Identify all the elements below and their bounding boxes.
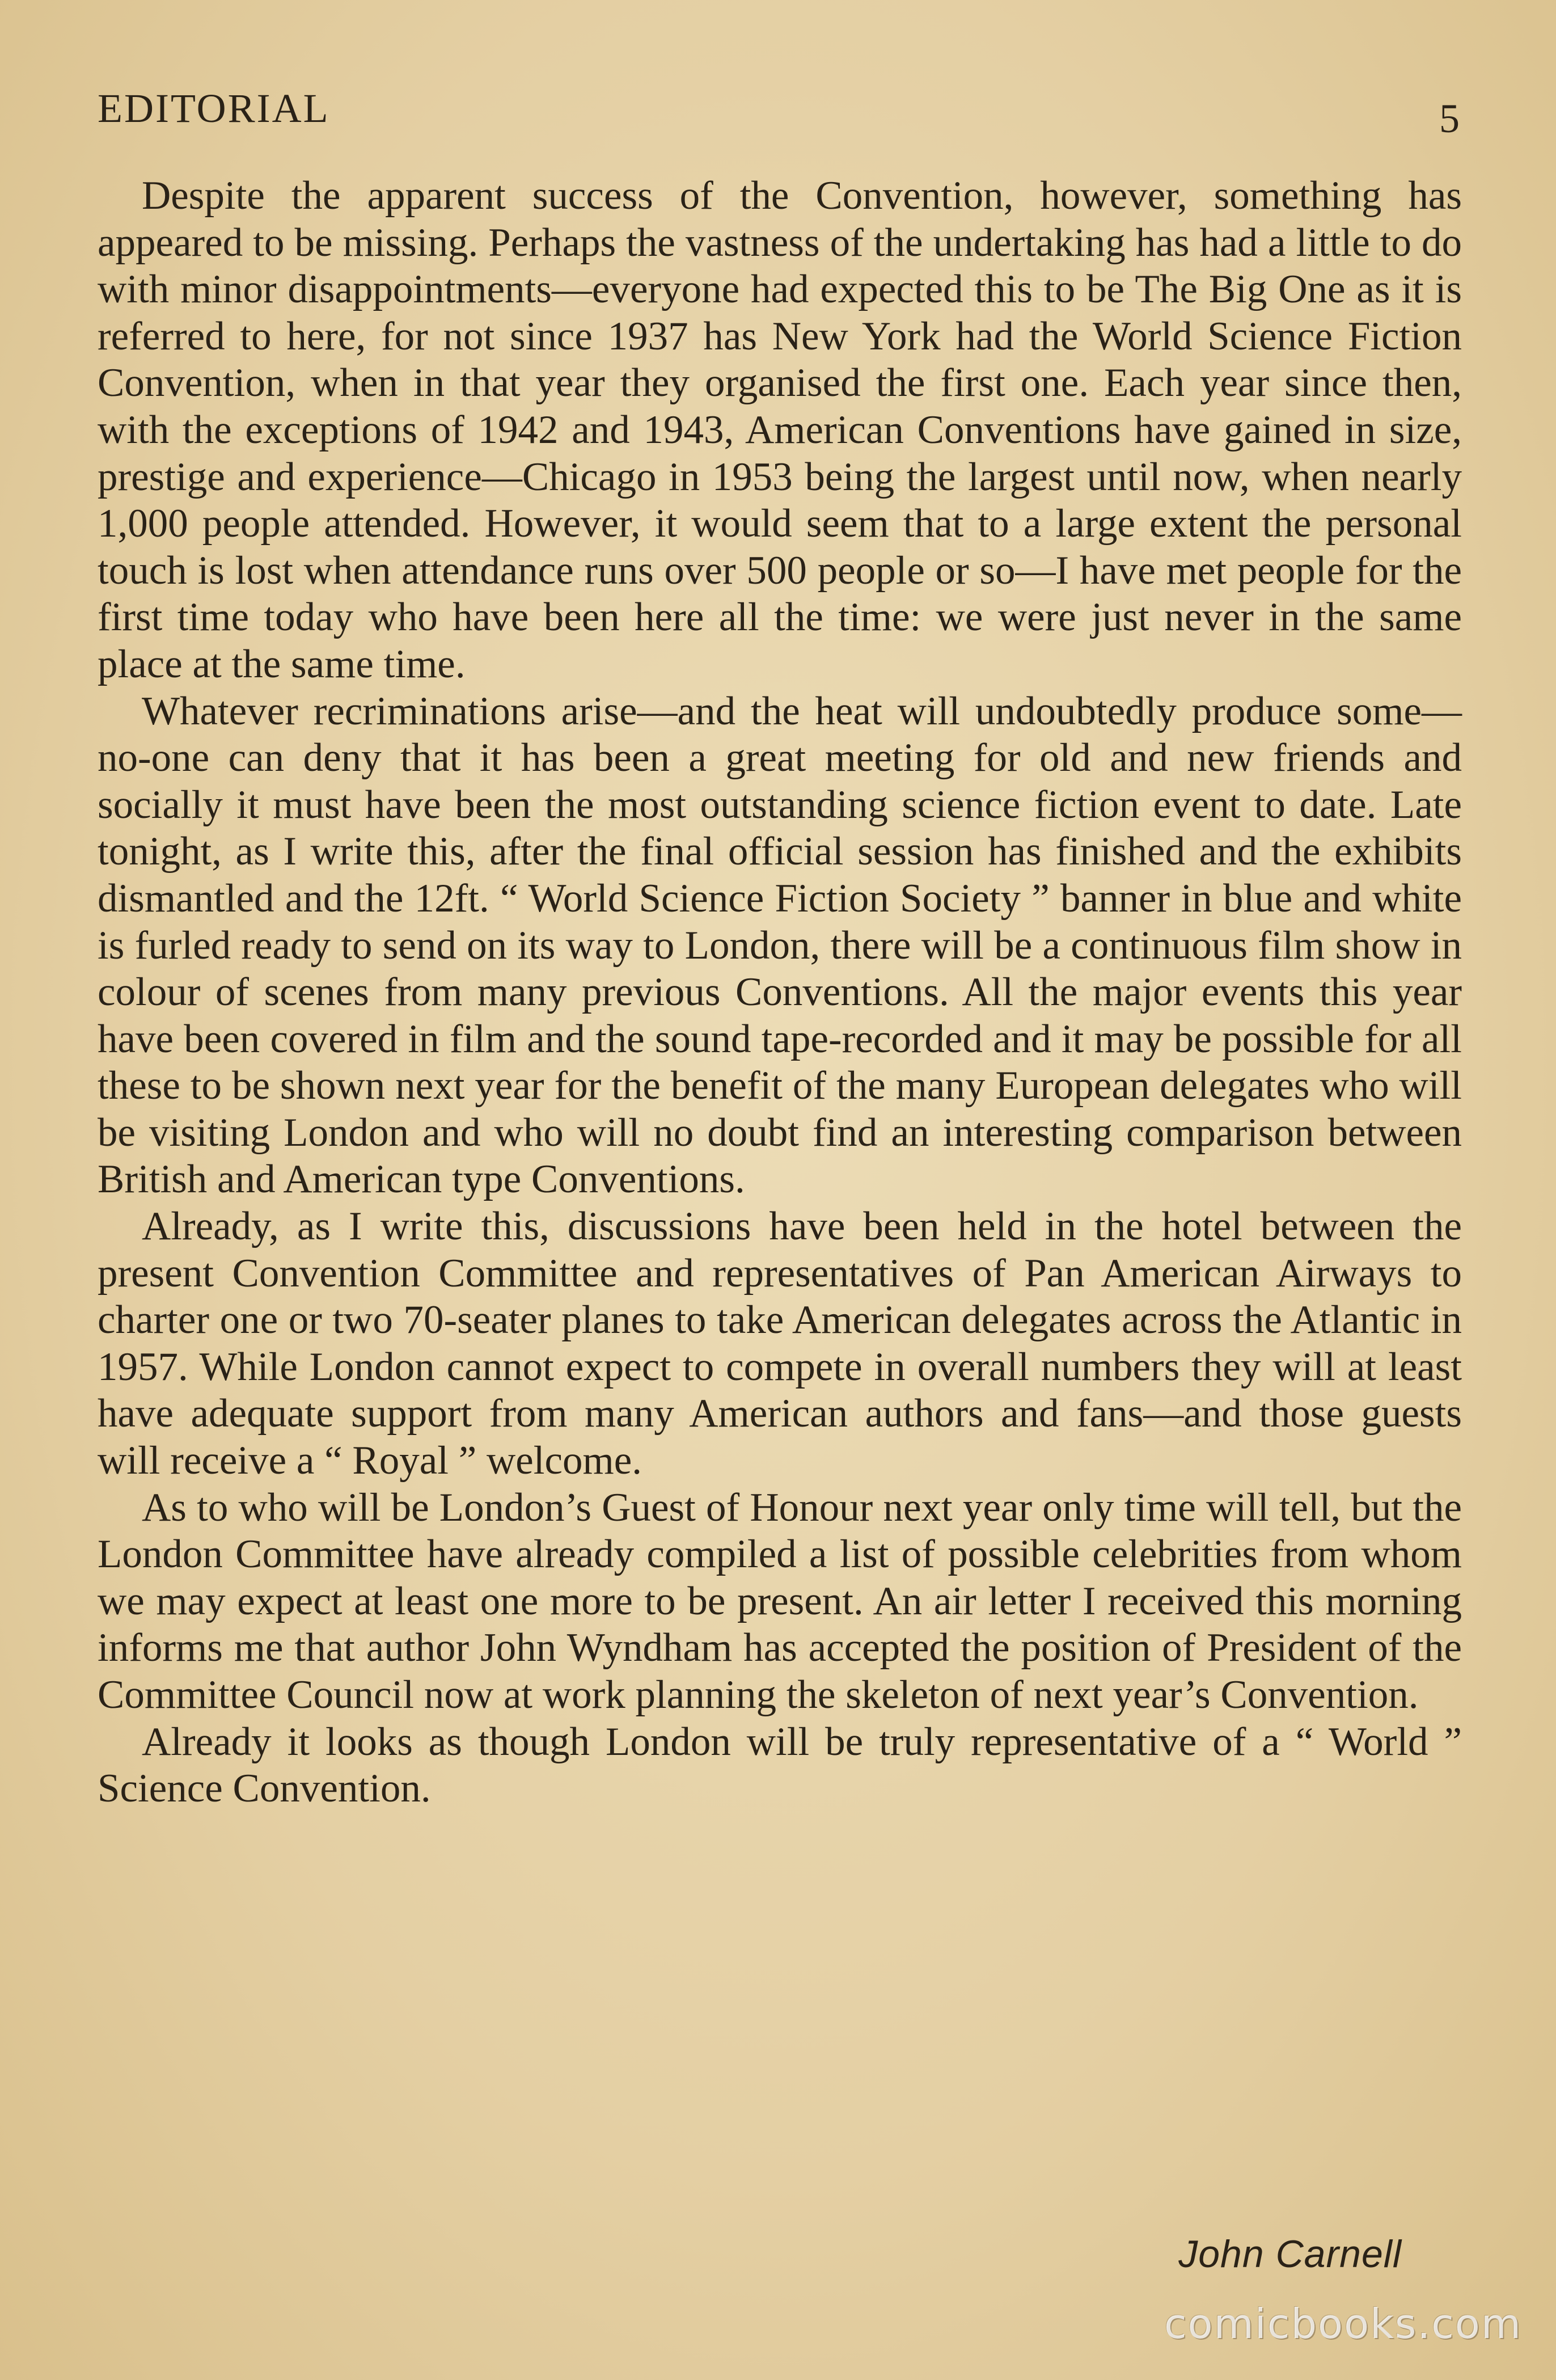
paragraph-5: Already it looks as though London will be truly representative of a “ World ” Science Convention. xyxy=(98,1719,1462,1811)
paragraph-2: Whatever recriminations arise—and the heat will undoubtedly produce some—no-one can deny that it has been a great meeting for old and new friends and socially it must have been the most outstanding science fiction event to date. Late tonight, as I write this, after the final official session has finished and the exhibits dismantled and the 12ft. “ World Science Fiction Society ” banner in blue and white is furled ready to send on its way to London, there will be a continuous film show in colour of scenes from many previous Conventions. All the major events this year have been covered in film and the sound tape-recorded and it may be possible for all these to be shown next year for the benefit of the many European delegates who will be visiting London and who will no doubt find an interesting comparison between British and American type Conventions. xyxy=(98,689,1462,1202)
paragraph-3: Already, as I write this, discussions have been held in the hotel between the present Convention Committee and representatives of Pan American Airways to charter one or two 70-seater planes to take American delegates across the Atlantic in 1957. While London cannot expect to compete in overall numbers they will at least have adequate support from many American authors and fans—and those guests will receive a “ Royal ” welcome. xyxy=(98,1204,1462,1483)
paragraph-4: As to who will be London’s Guest of Honour next year only time will tell, but the London Committee have already compiled a list of possible celebrities from whom we may expect at least one more to be present. An air letter I received this morning informs me that author John Wyndham has accepted the position of President of the Committee Council now at work planning the skeleton of next year’s Convention. xyxy=(98,1485,1462,1717)
site-watermark: comicbooks.com xyxy=(1164,2300,1522,2348)
article-body xyxy=(98,172,1462,1812)
author-signature: John Carnell xyxy=(1178,2233,1402,2276)
page-number: 5 xyxy=(1439,96,1460,141)
running-head: EDITORIAL xyxy=(98,86,330,131)
paragraph-1: Despite the apparent success of the Convention, however, something has appeared to be missing. Perhaps the vastness of the undertaking has had a little to do with minor disappointments—everyone had expected this to be The Big One as it is referred to here, for not since 1937 has New York had the World Science Fiction Convention, when in that year they organised the first one. Each year since then, with the exceptions of 1942 and 1943, American Conventions have gained in size, prestige and experience—Chicago in 1953 being the largest until now, when nearly 1,000 people attended. However, it would seem that to a large extent the personal touch is lost when attendance runs over 500 people or so—I have met people for the first time today who have been here all the time: we were just never in the same place at the same time. xyxy=(98,174,1462,686)
